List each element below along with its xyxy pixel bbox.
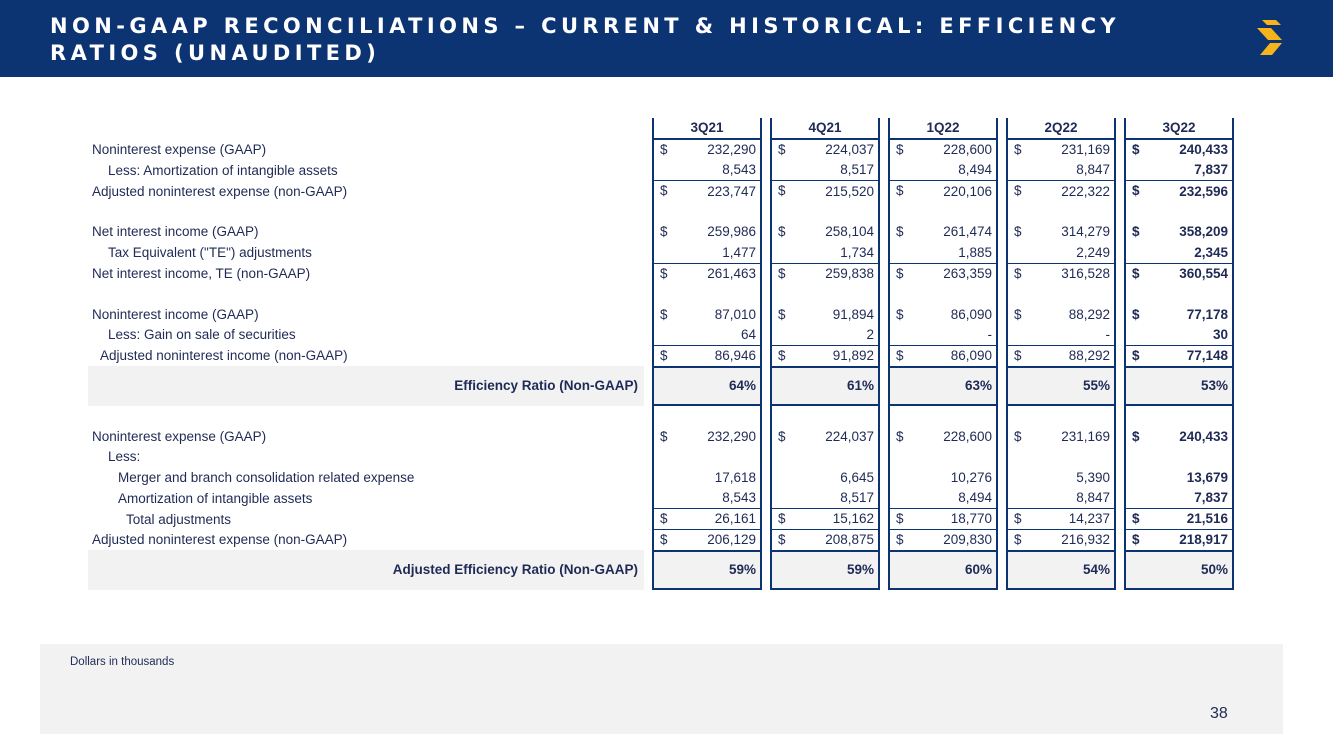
value-cell: [1124, 488, 1234, 509]
cell-value: 91,892: [832, 348, 874, 364]
cell-value: 8,847: [1076, 490, 1110, 506]
value-cell: [888, 305, 998, 325]
value-cell: [1006, 509, 1116, 530]
value-cell: [888, 427, 998, 447]
currency-symbol: $: [1132, 428, 1140, 444]
value-cell: [888, 468, 998, 488]
currency-symbol: $: [1132, 347, 1140, 363]
value-cell: [770, 346, 880, 366]
table-row: [88, 550, 1234, 590]
row-label: Adjusted noninterest expense (non-GAAP): [92, 532, 348, 548]
currency-symbol: $: [1014, 306, 1022, 322]
cell-value: 206,129: [707, 532, 756, 548]
value-cell: [888, 530, 998, 550]
currency-symbol: $: [1132, 265, 1140, 281]
value-cell: [770, 530, 880, 550]
value-cell: [888, 488, 998, 509]
value-cell: [1006, 325, 1116, 346]
value-cell: [770, 264, 880, 284]
value-cell: [652, 346, 762, 366]
cell-value: 8,494: [958, 490, 992, 506]
table-row: [88, 264, 1234, 284]
cell-value: 64%: [728, 378, 756, 394]
table-row: [88, 243, 1234, 264]
row-label: Net interest income, TE (non-GAAP): [92, 265, 311, 281]
cell-value: 258,104: [825, 224, 874, 240]
page-title: NON-GAAP RECONCILIATIONS – CURRENT & HISTORICAL: EFFICIENCY RATIOS (UNAUDITED): [50, 14, 1120, 65]
currency-symbol: $: [896, 347, 904, 363]
cell-value: 240,433: [1179, 429, 1228, 445]
currency-symbol: $: [660, 183, 668, 199]
value-cell: [770, 468, 880, 488]
row-label: Adjusted Efficiency Ratio (Non-GAAP): [88, 550, 644, 590]
cell-value: 77,178: [1186, 306, 1228, 322]
value-cell: [1006, 488, 1116, 509]
row-label: Adjusted noninterest income (non-GAAP): [100, 348, 348, 364]
value-cell: [652, 427, 762, 447]
currency-symbol: $: [1132, 532, 1140, 548]
cell-value: 7,837: [1194, 162, 1228, 178]
value-cell: [1006, 181, 1116, 201]
cell-value: 59%: [846, 562, 874, 578]
currency-symbol: $: [1014, 224, 1022, 240]
value-cell: [1124, 427, 1234, 447]
value-cell: [652, 509, 762, 530]
value-cell: [770, 427, 880, 447]
table-body: [88, 140, 1234, 590]
column-header: 2Q22: [1006, 118, 1116, 140]
value-cell: [770, 160, 880, 181]
cell-value: 55%: [1082, 378, 1110, 394]
row-label: Less: Gain on sale of securities: [108, 327, 296, 343]
cell-value: 1,885: [958, 244, 992, 260]
row-label: Noninterest expense (GAAP): [92, 142, 267, 158]
value-cell: [652, 550, 762, 590]
cell-value: 2,345: [1194, 244, 1228, 260]
value-cell: [888, 140, 998, 160]
cell-value: 8,517: [840, 490, 874, 506]
currency-symbol: $: [1014, 183, 1022, 199]
footnote-panel: [40, 644, 1283, 734]
table-row: [88, 181, 1234, 201]
cell-value: 228,600: [943, 142, 992, 158]
currency-symbol: $: [660, 224, 668, 240]
value-cell: [652, 140, 762, 160]
currency-symbol: $: [896, 428, 904, 444]
value-cell: [652, 181, 762, 201]
currency-symbol: $: [660, 428, 668, 444]
value-cell: [770, 325, 880, 346]
cell-value: 50%: [1200, 562, 1228, 578]
cell-value: 223,747: [707, 183, 756, 199]
reconciliation-table: [88, 118, 1234, 590]
currency-symbol: $: [1014, 511, 1022, 527]
cell-value: 8,543: [722, 490, 756, 506]
spacer-row: [88, 202, 1234, 223]
cell-value: 259,838: [825, 265, 874, 281]
currency-symbol: $: [896, 265, 904, 281]
value-cell: [1006, 305, 1116, 325]
value-cell: [1006, 366, 1116, 406]
value-cell: [1006, 222, 1116, 242]
value-cell: [1006, 530, 1116, 550]
value-cell: [770, 447, 880, 467]
table-row: [88, 140, 1234, 160]
value-cell: [1006, 468, 1116, 488]
value-cell: [652, 366, 762, 406]
cell-value: 232,290: [707, 429, 756, 445]
value-cell: [652, 447, 762, 467]
cell-value: 209,830: [943, 532, 992, 548]
value-cell: [1124, 243, 1234, 264]
value-cell: [770, 140, 880, 160]
value-cell: [770, 181, 880, 201]
currency-symbol: $: [1132, 183, 1140, 199]
value-cell: [888, 550, 998, 590]
cell-value: 87,010: [714, 306, 756, 322]
currency-symbol: $: [896, 511, 904, 527]
value-cell: [1124, 346, 1234, 366]
value-cell: [1006, 140, 1116, 160]
cell-value: 228,600: [943, 429, 992, 445]
row-label: Noninterest income (GAAP): [92, 306, 259, 322]
row-label: Amortization of intangible assets: [118, 490, 313, 506]
cell-value: 261,474: [943, 224, 992, 240]
value-cell: [888, 264, 998, 284]
cell-value: 88,292: [1068, 306, 1110, 322]
currency-symbol: $: [1014, 265, 1022, 281]
table-row: [88, 305, 1234, 325]
cell-value: 208,875: [825, 532, 874, 548]
row-label: Less: Amortization of intangible assets: [108, 162, 338, 178]
value-cell: [770, 305, 880, 325]
value-cell: [770, 243, 880, 264]
cell-value: 215,520: [825, 183, 874, 199]
currency-symbol: $: [1132, 142, 1140, 157]
table-header-row: [88, 118, 1234, 140]
cell-value: 261,463: [707, 265, 756, 281]
currency-symbol: $: [778, 183, 786, 199]
table-row: [88, 488, 1234, 509]
cell-value: 263,359: [943, 265, 992, 281]
value-cell: [1124, 264, 1234, 284]
table-row: [88, 447, 1234, 467]
value-cell: [888, 366, 998, 406]
cell-value: 231,169: [1061, 429, 1110, 445]
cell-value: 224,037: [825, 429, 874, 445]
value-cell: [1124, 160, 1234, 181]
value-cell: [652, 160, 762, 181]
value-cell: [652, 325, 762, 346]
currency-symbol: $: [1014, 347, 1022, 363]
value-cell: [1006, 264, 1116, 284]
value-cell: [1006, 346, 1116, 366]
cell-value: -: [987, 326, 992, 342]
cell-value: 15,162: [832, 511, 874, 527]
table-row: [88, 160, 1234, 181]
cell-value: 10,276: [950, 469, 992, 485]
currency-symbol: $: [778, 511, 786, 527]
cell-value: 222,322: [1061, 183, 1110, 199]
cell-value: 220,106: [943, 183, 992, 199]
column-header: 3Q21: [652, 118, 762, 140]
value-cell: [1124, 305, 1234, 325]
currency-symbol: $: [1014, 142, 1022, 157]
value-cell: [652, 305, 762, 325]
value-cell: [1124, 181, 1234, 201]
value-cell: [1006, 447, 1116, 467]
value-cell: [888, 346, 998, 366]
cell-value: 26,161: [714, 511, 756, 527]
value-cell: [770, 488, 880, 509]
value-cell: [770, 366, 880, 406]
currency-symbol: $: [1132, 224, 1140, 240]
value-cell: [1124, 140, 1234, 160]
value-cell: [1006, 427, 1116, 447]
cell-value: 8,494: [958, 162, 992, 178]
cell-value: 77,148: [1186, 348, 1228, 364]
cell-value: -: [1105, 326, 1110, 342]
value-cell: [1006, 160, 1116, 181]
cell-value: 2,249: [1076, 244, 1110, 260]
column-header: 1Q22: [888, 118, 998, 140]
row-label: Less:: [108, 449, 141, 465]
value-cell: [888, 509, 998, 530]
table-row: [88, 222, 1234, 242]
cell-value: 314,279: [1061, 224, 1110, 240]
currency-symbol: $: [778, 428, 786, 444]
cell-value: 8,847: [1076, 162, 1110, 178]
currency-symbol: $: [896, 224, 904, 240]
table-row: [88, 325, 1234, 346]
currency-symbol: $: [660, 347, 668, 363]
row-label: Adjusted noninterest expense (non-GAAP): [92, 183, 348, 199]
value-cell: [888, 325, 998, 346]
value-cell: [1124, 325, 1234, 346]
cell-value: 6,645: [840, 469, 874, 485]
cell-value: 18,770: [950, 511, 992, 527]
cell-value: 1,477: [722, 244, 756, 260]
currency-symbol: $: [896, 183, 904, 199]
cell-value: 1,734: [840, 244, 874, 260]
value-cell: [652, 488, 762, 509]
value-cell: [652, 264, 762, 284]
currency-symbol: $: [896, 532, 904, 548]
currency-symbol: $: [660, 265, 668, 281]
cell-value: 2: [866, 326, 874, 342]
currency-symbol: $: [896, 306, 904, 322]
cell-value: 54%: [1082, 562, 1110, 578]
currency-symbol: $: [1014, 428, 1022, 444]
currency-symbol: $: [778, 347, 786, 363]
value-cell: [1006, 550, 1116, 590]
currency-symbol: $: [1014, 532, 1022, 548]
value-cell: [888, 160, 998, 181]
header-bar: [0, 0, 1333, 77]
footnote-text: Dollars in thousands: [70, 656, 175, 668]
page-number: 38: [1210, 705, 1228, 722]
cell-value: 86,090: [950, 306, 992, 322]
cell-value: 14,237: [1068, 511, 1110, 527]
value-cell: [652, 222, 762, 242]
table-row: [88, 530, 1234, 550]
value-cell: [888, 447, 998, 467]
currency-symbol: $: [660, 532, 668, 548]
cell-value: 21,516: [1186, 511, 1228, 527]
currency-symbol: $: [778, 224, 786, 240]
row-label: Merger and branch consolidation related expense: [118, 469, 415, 485]
cell-value: 86,946: [714, 348, 756, 364]
cell-value: 88,292: [1068, 348, 1110, 364]
value-cell: [1124, 366, 1234, 406]
value-cell: [888, 222, 998, 242]
value-cell: [652, 530, 762, 550]
value-cell: [888, 181, 998, 201]
value-cell: [1124, 468, 1234, 488]
cell-value: 64: [740, 326, 756, 342]
cell-value: 216,932: [1061, 532, 1110, 548]
value-cell: [1124, 530, 1234, 550]
cell-value: 13,679: [1186, 469, 1228, 485]
value-cell: [652, 243, 762, 264]
currency-symbol: $: [896, 142, 904, 157]
value-cell: [1006, 243, 1116, 264]
column-header: 3Q22: [1124, 118, 1234, 140]
table-row: [88, 366, 1234, 406]
cell-value: 218,917: [1179, 532, 1228, 548]
row-label: Net interest income (GAAP): [92, 224, 259, 240]
row-label: Tax Equivalent ("TE") adjustments: [108, 245, 312, 261]
currency-symbol: $: [660, 142, 668, 157]
spacer-row: [88, 284, 1234, 305]
table-row: [88, 509, 1234, 530]
value-cell: [888, 243, 998, 264]
value-cell: [770, 509, 880, 530]
spacer-row: [88, 406, 1234, 427]
currency-symbol: $: [778, 532, 786, 548]
currency-symbol: $: [778, 142, 786, 157]
value-cell: [1124, 550, 1234, 590]
value-cell: [770, 550, 880, 590]
currency-symbol: $: [778, 306, 786, 322]
value-cell: [1124, 509, 1234, 530]
cell-value: 53%: [1200, 378, 1228, 394]
value-cell: [770, 222, 880, 242]
cell-value: 240,433: [1179, 142, 1228, 158]
currency-symbol: $: [778, 265, 786, 281]
cell-value: 63%: [964, 378, 992, 394]
row-label: Total adjustments: [126, 511, 232, 527]
value-cell: [1124, 447, 1234, 467]
cell-value: 86,090: [950, 348, 992, 364]
cell-value: 91,894: [832, 306, 874, 322]
cell-value: 5,390: [1076, 469, 1110, 485]
cell-value: 316,528: [1061, 265, 1110, 281]
row-label: Efficiency Ratio (Non-GAAP): [88, 366, 644, 406]
cell-value: 259,986: [707, 224, 756, 240]
cell-value: 224,037: [825, 142, 874, 158]
cell-value: 8,517: [840, 162, 874, 178]
cell-value: 60%: [964, 562, 992, 578]
cell-value: 30: [1212, 326, 1228, 342]
currency-symbol: $: [1132, 306, 1140, 322]
table-row: [88, 346, 1234, 366]
cell-value: 360,554: [1179, 265, 1228, 281]
cell-value: 17,618: [714, 469, 756, 485]
currency-symbol: $: [660, 306, 668, 322]
cell-value: 61%: [846, 378, 874, 394]
currency-symbol: $: [1132, 511, 1140, 527]
currency-symbol: $: [660, 511, 668, 527]
cell-value: 232,596: [1179, 183, 1228, 199]
value-cell: [1124, 222, 1234, 242]
table-row: [88, 427, 1234, 447]
row-label: Noninterest expense (GAAP): [92, 429, 267, 445]
cell-value: 232,290: [707, 142, 756, 158]
table-row: [88, 468, 1234, 488]
cell-value: 8,543: [722, 162, 756, 178]
cell-value: 231,169: [1061, 142, 1110, 158]
cell-value: 7,837: [1194, 490, 1228, 506]
column-header: 4Q21: [770, 118, 880, 140]
value-cell: [652, 468, 762, 488]
cell-value: 59%: [728, 562, 756, 578]
bank-logo-icon: [1252, 18, 1286, 62]
cell-value: 358,209: [1179, 224, 1228, 240]
